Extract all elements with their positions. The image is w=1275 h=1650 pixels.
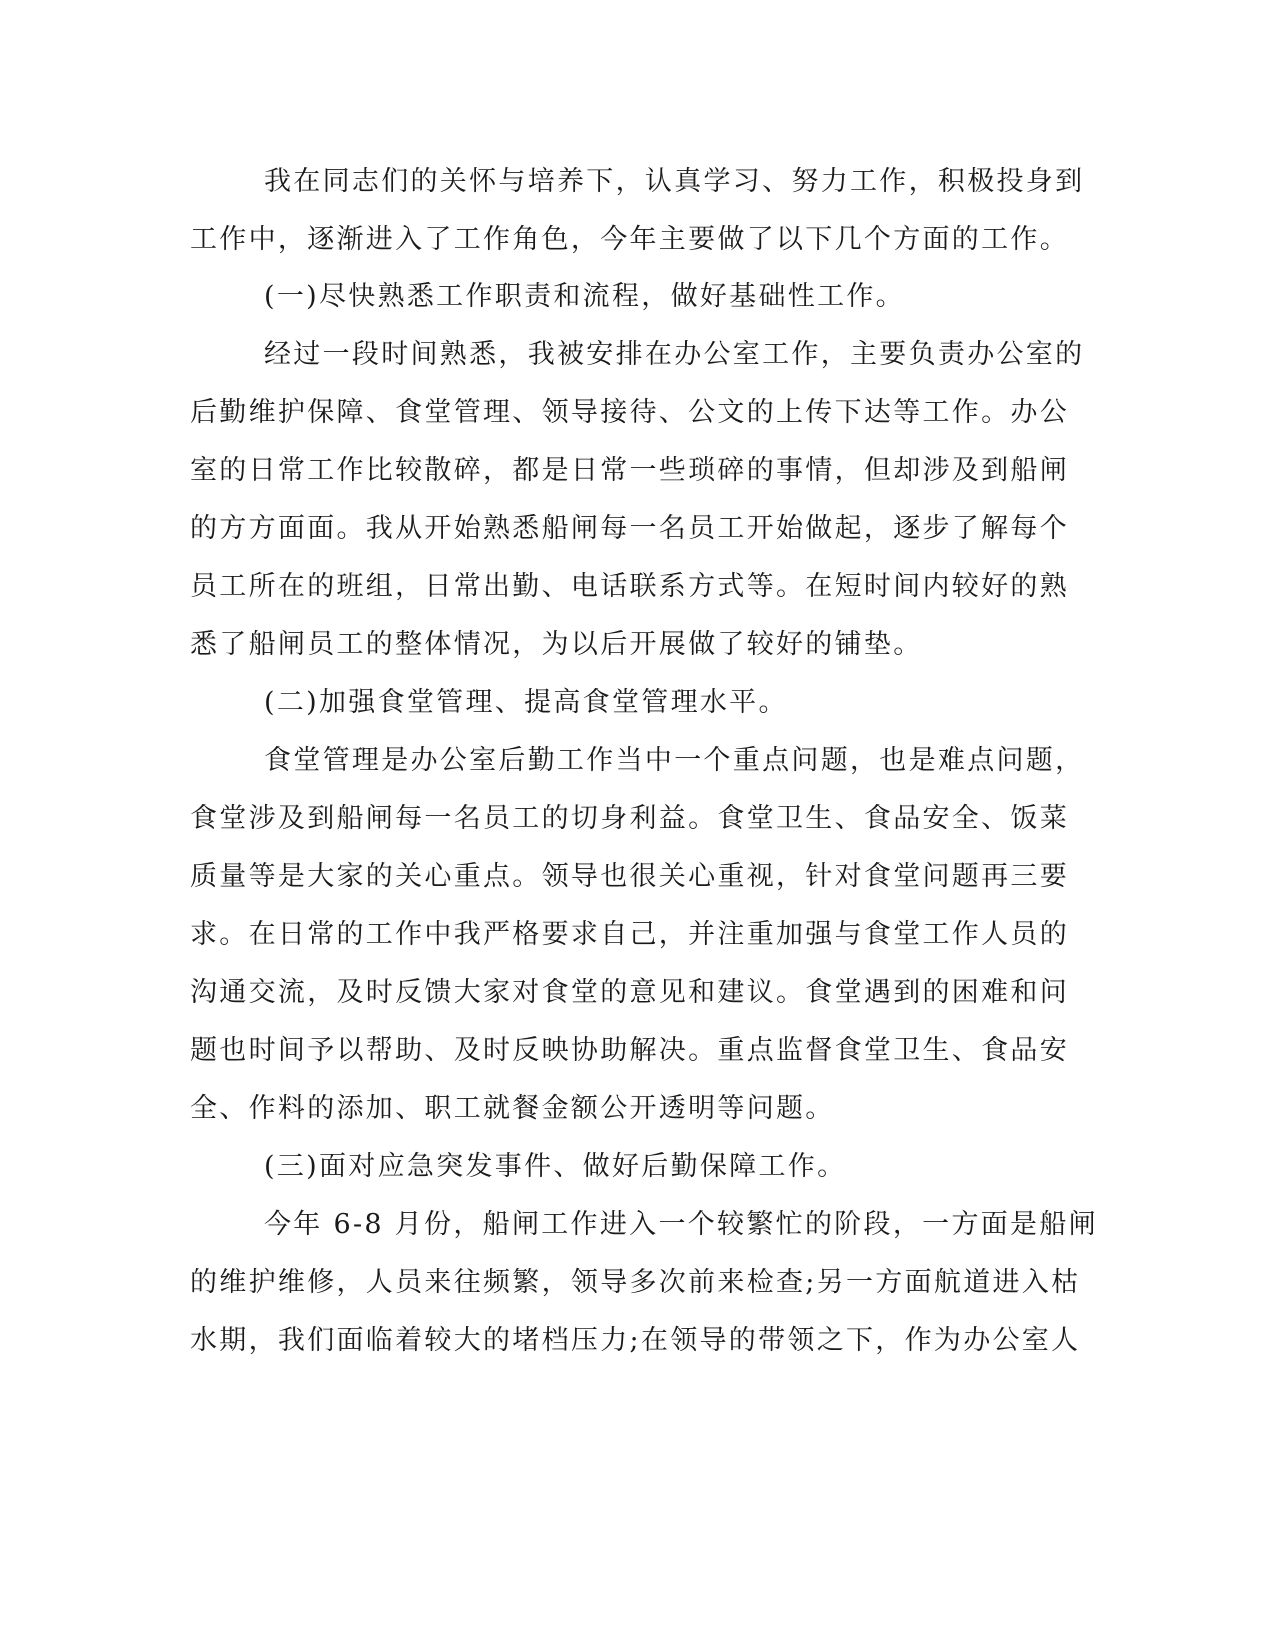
section-heading-1: (一)尽快熟悉工作职责和流程，做好基础性工作。 [264, 281, 905, 312]
section-heading-3: (三)面对应急突发事件、做好后勤保障工作。 [264, 1151, 847, 1182]
paragraph-3-line-6: 题也时间予以帮助、及时反映协助解决。重点监督食堂卫生、食品安 [190, 1035, 1069, 1066]
paragraph-2-line-5: 员工所在的班组，日常出勤、电话联系方式等。在短时间内较好的熟 [190, 571, 1069, 602]
paragraph-2-line-2: 后勤维护保障、食堂管理、领导接待、公文的上传下达等工作。办公 [190, 397, 1069, 428]
paragraph-3-line-1: 食堂管理是办公室后勤工作当中一个重点问题，也是难点问题， [264, 745, 1085, 776]
paragraph-2-line-6: 悉了船闸员工的整体情况，为以后开展做了较好的铺垫。 [190, 629, 923, 660]
paragraph-1-line-1: 我在同志们的关怀与培养下，认真学习、努力工作，积极投身到 [264, 166, 1085, 197]
paragraph-2-line-1: 经过一段时间熟悉，我被安排在办公室工作，主要负责办公室的 [264, 339, 1085, 370]
paragraph-1-line-2: 工作中，逐渐进入了工作角色，今年主要做了以下几个方面的工作。 [190, 224, 1069, 255]
paragraph-4-line-1: 今年 6-8 月份，船闸工作进入一个较繁忙的阶段，一方面是船闸 [264, 1209, 1098, 1240]
paragraph-4-line-3: 水期，我们面临着较大的堵档压力;在领导的带领之下，作为办公室人 [190, 1325, 1081, 1356]
section-heading-2: (二)加强食堂管理、提高食堂管理水平。 [264, 687, 788, 718]
paragraph-3-line-4: 求。在日常的工作中我严格要求自己，并注重加强与食堂工作人员的 [190, 919, 1069, 950]
paragraph-2-line-4: 的方方面面。我从开始熟悉船闸每一名员工开始做起，逐步了解每个 [190, 513, 1069, 544]
paragraph-4-line-2: 的维护维修，人员来往频繁，领导多次前来检查;另一方面航道进入枯 [190, 1267, 1081, 1298]
paragraph-2-line-3: 室的日常工作比较散碎，都是日常一些琐碎的事情，但却涉及到船闸 [190, 455, 1069, 486]
paragraph-3-line-2: 食堂涉及到船闸每一名员工的切身利益。食堂卫生、食品安全、饭菜 [190, 803, 1069, 834]
paragraph-3-line-7: 全、作料的添加、职工就餐金额公开透明等问题。 [190, 1093, 835, 1124]
paragraph-3-line-3: 质量等是大家的关心重点。领导也很关心重视，针对食堂问题再三要 [190, 861, 1069, 892]
paragraph-3-line-5: 沟通交流，及时反馈大家对食堂的意见和建议。食堂遇到的困难和问 [190, 977, 1069, 1008]
